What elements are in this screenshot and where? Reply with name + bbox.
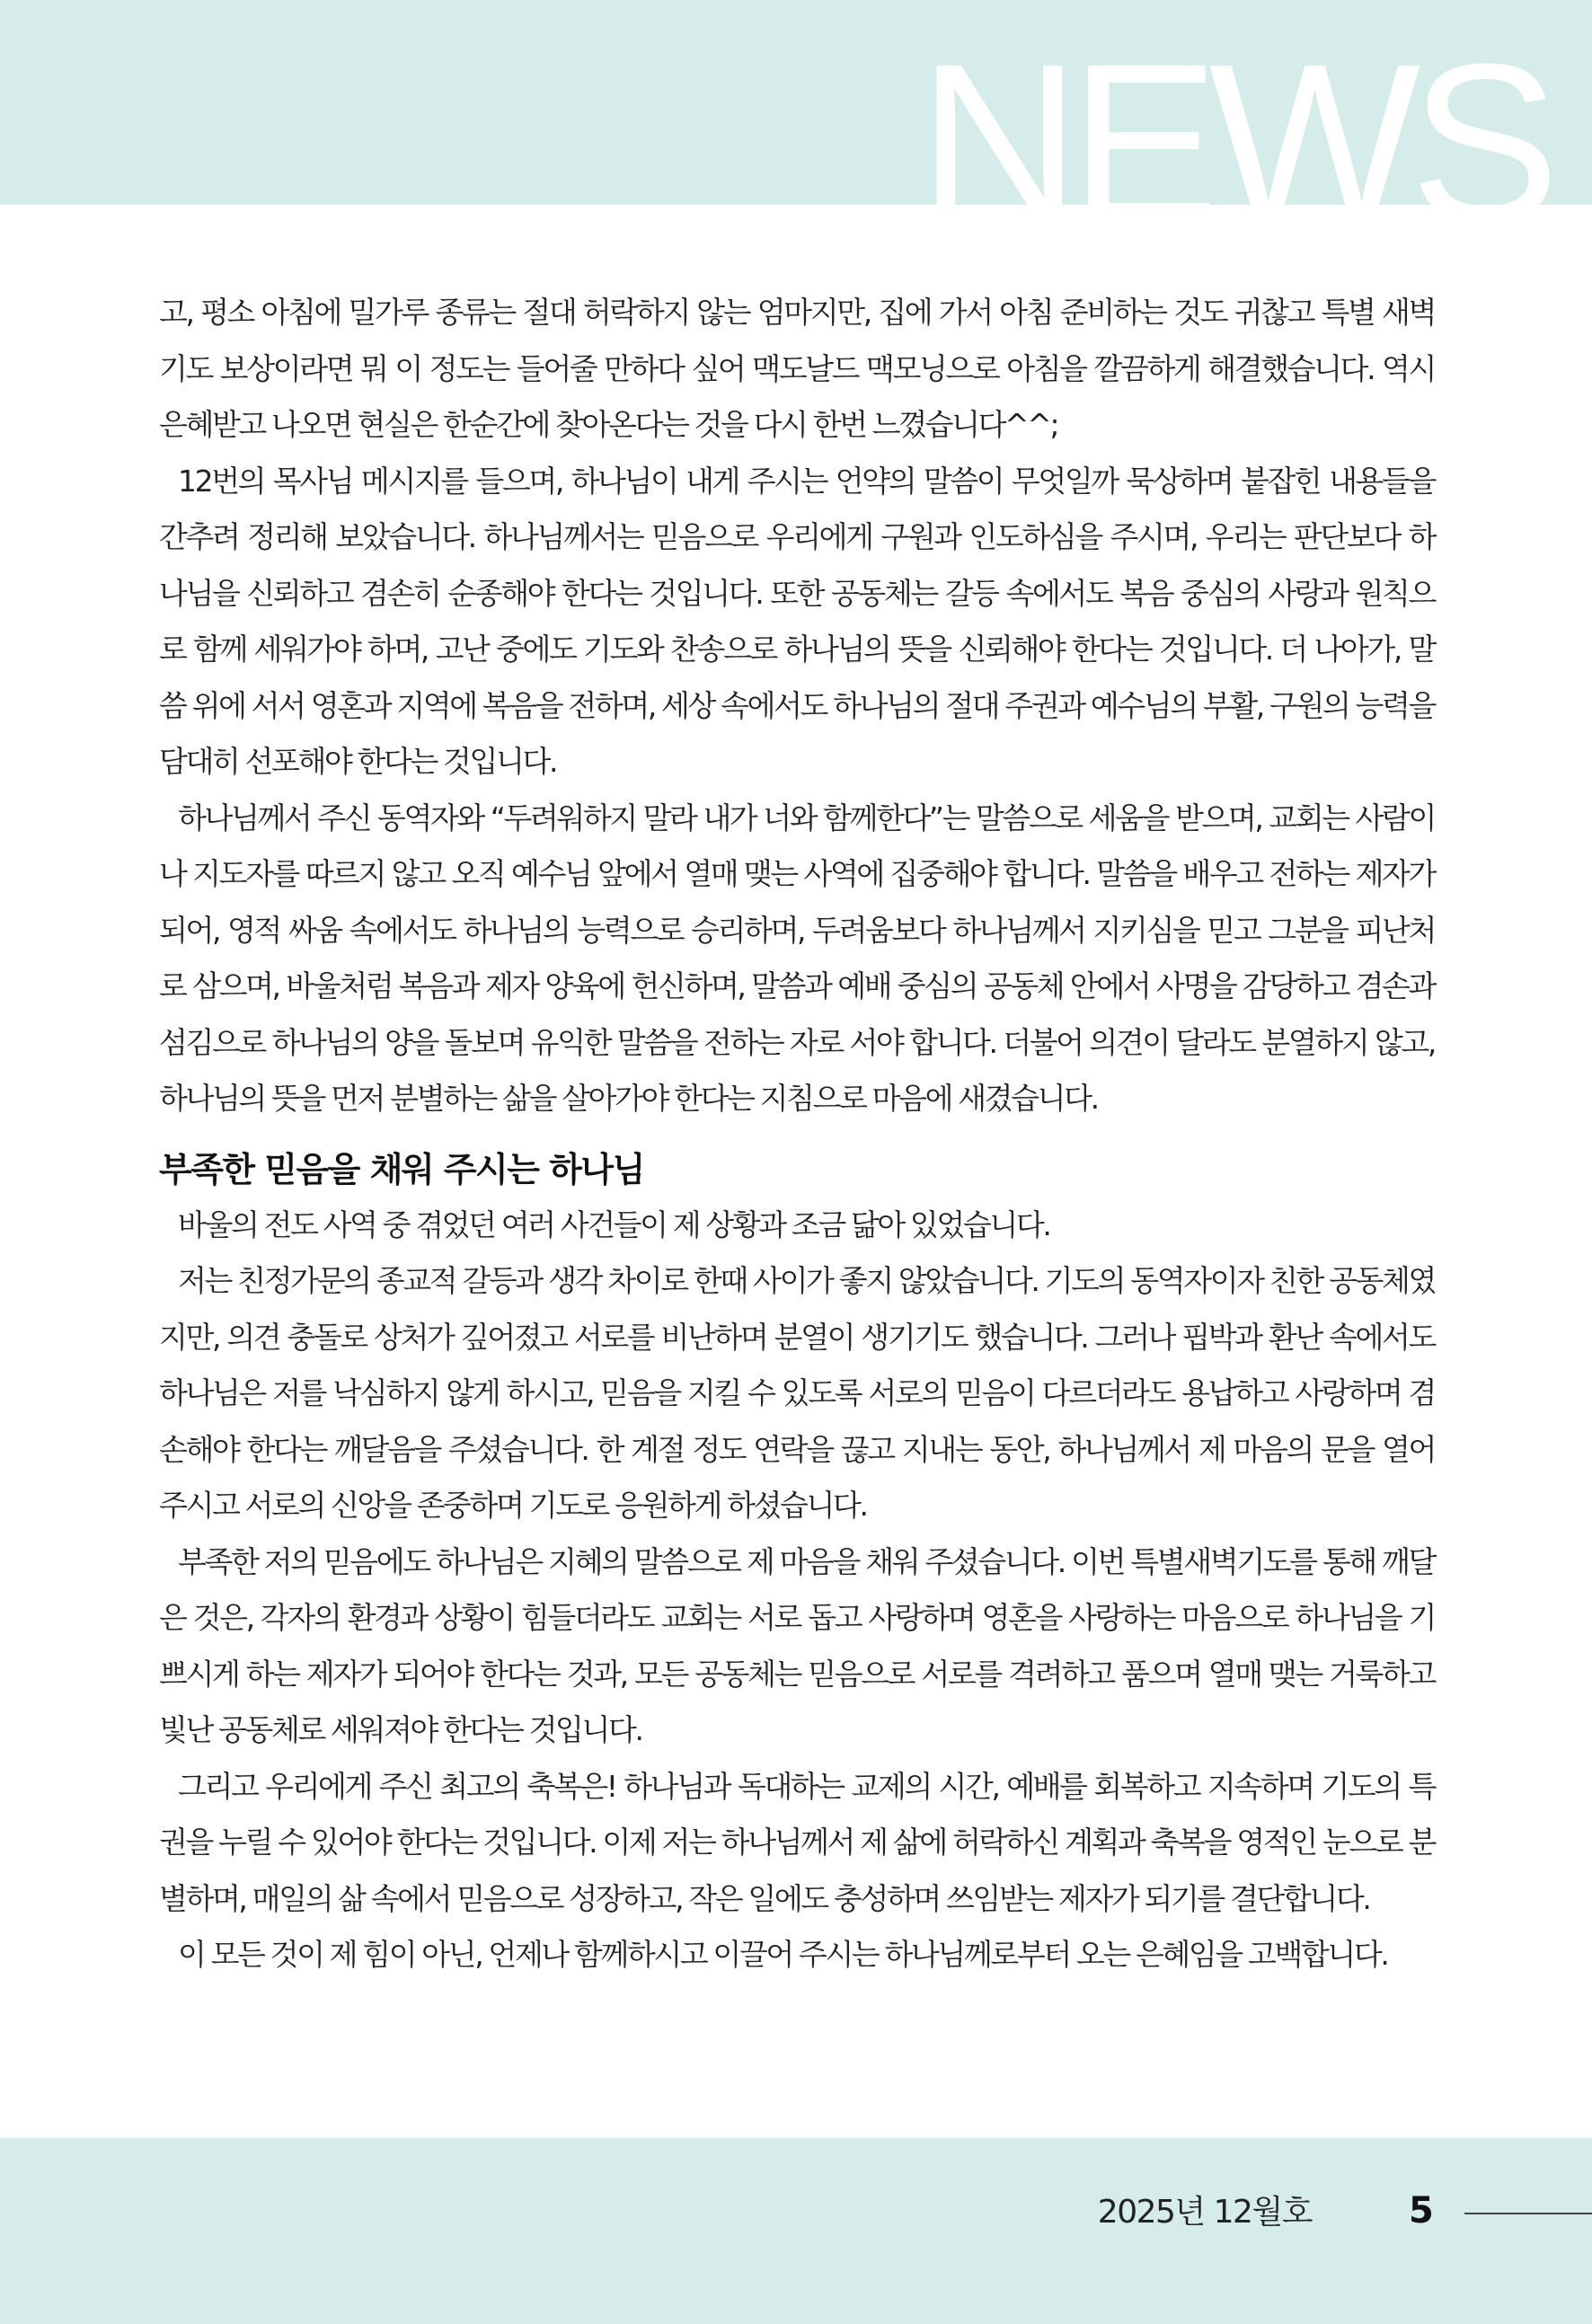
- issue-date: 2025년 12월호: [1097, 2194, 1312, 2231]
- page-number: 5: [1409, 2190, 1434, 2231]
- paragraph: 저는 친정가문의 종교적 갈등과 생각 차이로 한때 사이가 좋지 않았습니다. 기도의 동역자이자 친한 공동체였지만, 의견 충돌로 상처가 깊어졌고 서로를 비난하며 분열이 생기기도 했습니다. 그러나 핍박과 환난 속에서도 하나님은 저를 낙심하지 않게 하시고, 믿음을 지킬 수 있도록 서로의 믿음이 다르더라도 용납하고 사랑하며 겸손해야 한다는 깨달음을 주셨습니다. 한 계절 정도 연락을 끊고 지내는 동안, 하나님께서 제 마음의 문을 열어 주시고 서로의 신앙을 존중하며 기도로 응원하게 하셨습니다.: [159, 1263, 1435, 1523]
- footer-band: [0, 2138, 1592, 2324]
- header-band: [0, 0, 1592, 268]
- paragraph: 고, 평소 아침에 밀가루 종류는 절대 허락하지 않는 엄마지만, 집에 가서 아침 준비하는 것도 귀찮고 특별 새벽기도 보상이라면 뭐 이 정도는 들어줄 만하다 싶어 맥도날드 맥모닝으로 아침을 깔끔하게 해결했습니다. 역시 은혜받고 나오면 현실은 한순간에 찾아온다는 것을 다시 한번 느꼈습니다^^;: [159, 295, 1435, 442]
- section-label: NEWS: [918, 17, 1549, 268]
- paragraph: 부족한 저의 믿음에도 하나님은 지혜의 말씀으로 제 마음을 채워 주셨습니다. 이번 특별새벽기도를 통해 깨달은 것은, 각자의 환경과 상황이 힘들더라도 교회는 서로 돕고 사랑하며 영혼을 사랑하는 마음으로 하나님을 기쁘시게 하는 제자가 되어야 한다는 것과, 모든 공동체는 믿음으로 서로를 격려하고 품으며 열매 맺는 거룩하고 빛난 공동체로 세워져야 한다는 것입니다.: [159, 1543, 1435, 1747]
- paragraph: 12번의 목사님 메시지를 들으며, 하나님이 내게 주시는 언약의 말씀이 무엇일까 묵상하며 붙잡힌 내용들을 간추려 정리해 보았습니다. 하나님께서는 믿음으로 우리에게 구원과 인도하심을 주시며, 우리는 판단보다 하나님을 신뢰하고 겸손히 순종해야 한다는 것입니다. 또한 공동체는 갈등 속에서도 복음 중심의 사랑과 원칙으로 함께 세워가야 하며, 고난 중에도 기도와 찬송으로 하나님의 뜻을 신뢰해야 한다는 것입니다. 더 나아가, 말씀 위에 서서 영혼과 지역에 복음을 전하며, 세상 속에서도 하나님의 절대 주권과 예수님의 부활, 구원의 능력을 담대히 선포해야 한다는 것입니다.: [159, 463, 1435, 779]
- section-heading: 부족한 믿음을 채워 주시는 하나님: [159, 1149, 644, 1189]
- article-body: [159, 285, 1435, 1984]
- footer-divider: [1464, 2213, 1592, 2214]
- paragraph: 그리고 우리에게 주신 최고의 축복은! 하나님과 독대하는 교제의 시간, 예배를 회복하고 지속하며 기도의 특권을 누릴 수 있어야 한다는 것입니다. 이제 저는 하나님께서 제 삶에 허락하신 계획과 축복을 영적인 눈으로 분별하며, 매일의 삶 속에서 믿음으로 성장하고, 작은 일에도 충성하며 쓰임받는 제자가 되기를 결단합니다.: [159, 1768, 1435, 1916]
- paragraph: 바울의 전도 사역 중 겪었던 여러 사건들이 제 상황과 조금 닮아 있었습니다.: [178, 1206, 1050, 1242]
- paragraph: 이 모든 것이 제 힘이 아닌, 언제나 함께하시고 이끌어 주시는 하나님께로부터 오는 은혜임을 고백합니다.: [178, 1937, 1388, 1972]
- paragraph: 하나님께서 주신 동역자와 “두려워하지 말라 내가 너와 함께한다”는 말씀으로 세움을 받으며, 교회는 사람이나 지도자를 따르지 않고 오직 예수님 앞에서 열매 맺는 사역에 집중해야 합니다. 말씀을 배우고 전하는 제자가 되어, 영적 싸움 속에서도 하나님의 능력으로 승리하며, 두려움보다 하나님께서 지키심을 믿고 그분을 피난처로 삼으며, 바울처럼 복음과 제자 양육에 헌신하며, 말씀과 예배 중심의 공동체 안에서 사명을 감당하고 겸손과 섬김으로 하나님의 양을 돌보며 유익한 말씀을 전하는 자로 서야 합니다. 더불어 의견이 달라도 분열하지 않고, 하나님의 뜻을 먼저 분별하는 삶을 살아가야 한다는 지침으로 마음에 새겼습니다.: [159, 800, 1435, 1116]
